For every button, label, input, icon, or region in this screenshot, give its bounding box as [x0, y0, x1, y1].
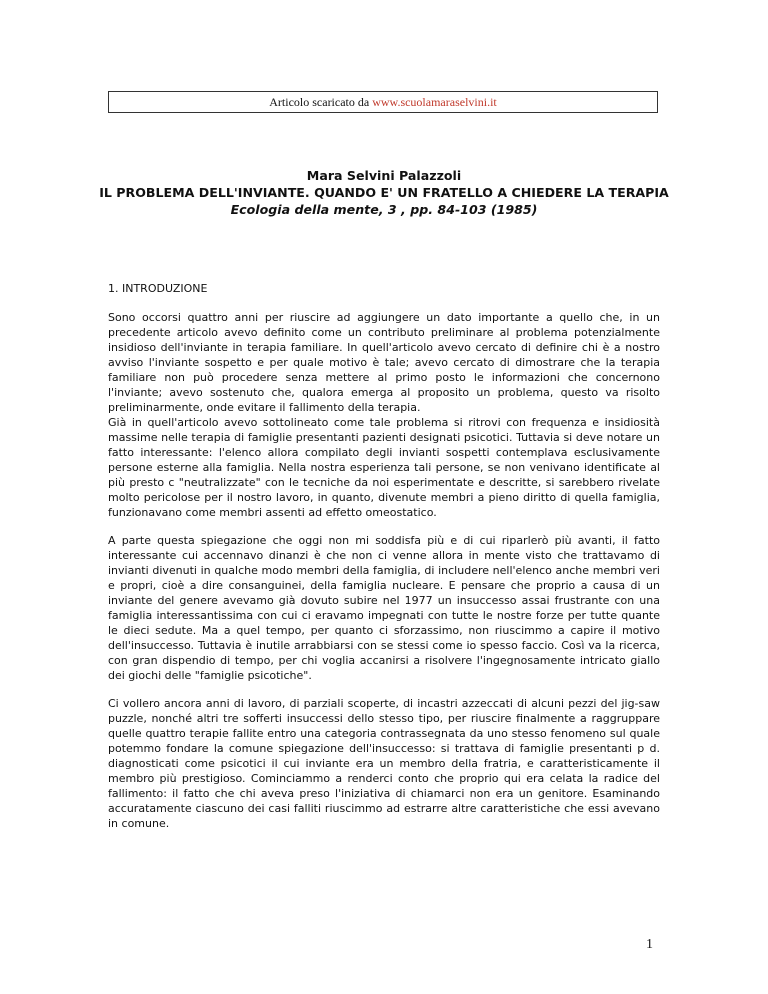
paragraph: Già in quell'articolo avevo sottolineato come tale problema si ritrovi con frequenza e insidiosità massime nelle terapia di famiglie presentanti pazienti designati psicotici. Tuttavia si deve notare un fatto interessante: l'elenco allora compilato degli invianti sospetti contemplava esclusivamente persone esterne alla famiglia. Nella nostra esperienza tali persone, se non venivano identificate al più presto c "neutralizzate" con le tecniche da noi esperimentate e descritte, si sarebbero rivelate molto pericolose per il nostro lavoro, in quanto, divenute membri a pieno diritto di quella famiglia, funzionavano come membri assenti ad effetto omeostatico.	[108, 416, 660, 519]
journal-citation: Ecologia della mente, 3 , pp. 84-103 (1985)	[230, 202, 538, 217]
paragraph: Sono occorsi quattro anni per riuscire ad aggiungere un dato importante a quello che, in un precedente articolo avevo definito come un contributo preliminare al problema potenzialmente insidioso dell'inviante in terapia familiare. In quell'articolo avevo cercato di definire chi è a nostro avviso l'inviante sospetto e per quale motivo è tale; avevo cercato di dimostrare che la terapia familiare non può procedere senza mettere al primo posto le informazioni che concernono l'inviante; avevo sostenuto che, qualora emerga al proposito un problema, questo va risolto preliminarmente, onde evitare il fallimento della terapia.	[108, 311, 660, 414]
banner-prefix: Articolo scaricato da	[269, 95, 373, 109]
article-title: IL PROBLEMA DELL'INVIANTE. QUANDO E' UN FRATELLO A CHIEDERE LA TERAPIA	[99, 185, 669, 200]
section-heading: 1. INTRODUZIONE	[108, 282, 208, 295]
paragraph: A parte questa spiegazione che oggi non mi soddisfa più e di cui riparlerò più avanti, il fatto interessante cui accennavo dinanzi è che non ci venne allora in mente visto che trattavamo di invianti divenuti in qualche modo membri della famiglia, di includere nell'elenco anche membri veri e propri, cioè a dire consanguinei, della famiglia nucleare. E pensare che proprio a causa di un inviante del genere avevamo già dovuto subire nel 1977 un insuccesso assai frustrante con una famiglia interessantissima con cui ci eravamo impegnati con tutte le nostre forze per tutte quante le dieci sedute. Ma a quel tempo, per quanto ci sforzassimo, non riuscimmo a capire il motivo dell'insuccesso. Tuttavia è inutile arrabbiarsi con se stessi come io spesso faccio. Così va la ricerca, con gran dispendio di tempo, per chi voglia accanirsi a risolvere l'ingegnosamente intricato giallo dei giochi delle "famiglie psicotiche".	[108, 534, 660, 682]
download-banner	[108, 91, 658, 113]
article-body	[108, 310, 660, 844]
article-header	[60, 167, 708, 218]
author-name: Mara Selvini Palazzoli	[306, 168, 462, 183]
paragraph: Ci vollero ancora anni di lavoro, di parziali scoperte, di incastri azzeccati di alcuni pezzi del jig-saw puzzle, nonché altri tre sofferti insuccessi dello stesso tipo, per riuscire finalmente a raggruppare quelle quattro terapie fallite entro una categoria contrassegnata da uno stesso fenomeno sul quale potemmo fondare la comune spiegazione dell'insuccesso: si trattava di famiglie presentanti p d. diagnosticati come psicotici il cui inviante era un membro della fratria, e caratteristicamente il membro più prestigioso. Cominciammo a renderci conto che proprio qui era celata la radice del fallimento: il fatto che chi aveva preso l'iniziativa di chiamarci non era un genitore. Esaminando accuratamente ciascuno dei casi falliti riuscimmo ad estrarre altre caratteristiche che essi avevano in comune.	[108, 697, 660, 830]
website-link[interactable]: www.scuolamaraselvini.it	[372, 95, 497, 109]
page-number: 1	[646, 937, 653, 952]
